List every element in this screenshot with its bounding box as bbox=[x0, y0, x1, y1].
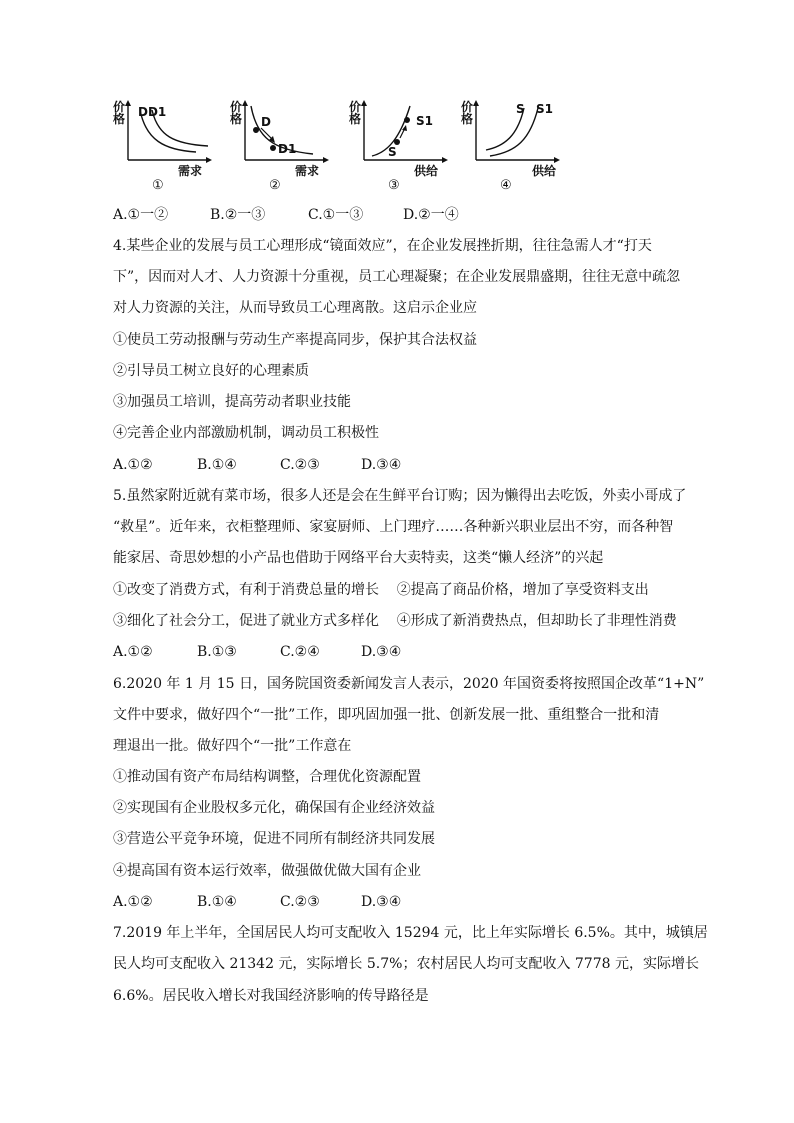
graph-1-xlabel: 需求 bbox=[178, 164, 203, 178]
graph-3-curve-label-s1: S1 bbox=[416, 114, 433, 128]
graph-1-ylabel-2: 格 bbox=[113, 112, 126, 126]
q5-stem-line-2: “救星”。近年来，衣柜整理师、家宴厨师、上门理疗……各种新兴职业层出不穷，而各种智 bbox=[113, 519, 674, 535]
q6-stem-line-1: 6.2020 年 1 月 15 日，国务院国资委新闻发言人表示，2020 年国资委将按照国企改革“1+N” bbox=[113, 676, 705, 692]
q5-option-b: B.①③ bbox=[197, 644, 237, 660]
q4-item-3: ③加强员工培训，提高劳动者职业技能 bbox=[113, 394, 351, 410]
graph-4 bbox=[460, 98, 560, 193]
graph-4-curve-label-s: S bbox=[516, 102, 525, 116]
q4-stem-line-2: 下”，因而对人才、人力资源十分重视，员工心理凝聚；在企业发展鼎盛期，往往无意中疏忽 bbox=[113, 269, 681, 285]
q4-item-4: ④完善企业内部激励机制，调动员工积极性 bbox=[113, 425, 379, 441]
graph-1-curve-label: DD1 bbox=[138, 105, 167, 119]
q4-stem-line-3: 对人力资源的关注，从而导致员工心理离散。这启示企业应 bbox=[113, 300, 477, 316]
q6-item-3: ③营造公平竞争环境，促进不同所有制经济共同发展 bbox=[113, 831, 435, 847]
graph-4-curve-label-s1: S1 bbox=[536, 102, 553, 116]
q6-stem-line-2: 文件中要求，做好四个“一批”工作，即巩固加强一批、创新发展一批、重组整合一批和清 bbox=[113, 707, 660, 723]
q4-option-b: B.①④ bbox=[197, 457, 237, 473]
q7-stem-line-3: 6.6%。居民收入增长对我国经济影响的传导路径是 bbox=[113, 988, 429, 1004]
graph-3-curve-label-s: S bbox=[388, 145, 397, 159]
graph-2-curve-label-d: D bbox=[261, 115, 271, 129]
q4-option-c: C.②③ bbox=[280, 457, 320, 473]
q5-stem-line-3: 能家居、奇思妙想的小产品也借助于网络平台大卖特卖，这类“懒人经济”的兴起 bbox=[113, 550, 604, 566]
graph-2-curve-label-d1: D1 bbox=[278, 142, 297, 156]
q7-stem-line-1: 7.2019 年上半年，全国居民人均可支配收入 15294 元，比上年实际增长 6.5%。其中，城镇居 bbox=[113, 925, 708, 941]
graph-1 bbox=[112, 98, 212, 193]
graph-3-ylabel-1: 价 bbox=[349, 100, 362, 114]
curve-graphs-row bbox=[112, 98, 572, 193]
q6-item-4: ④提高国有资本运行效率，做强做优做大国有企业 bbox=[113, 863, 421, 879]
graph-2-ylabel-1: 价 bbox=[230, 100, 243, 114]
q6-stem-line-3: 理退出一批。做好四个“一批”工作意在 bbox=[113, 738, 352, 754]
graph-1-number: ① bbox=[152, 178, 164, 193]
graph-4-ylabel-1: 价 bbox=[461, 100, 474, 114]
q4-item-2: ②引导员工树立良好的心理素质 bbox=[113, 363, 309, 379]
graph-3-number: ③ bbox=[388, 178, 400, 193]
q6-option-b: B.①④ bbox=[197, 894, 237, 910]
q4-stem-line-1: 4.某些企业的发展与员工心理形成“镜面效应”，在企业发展挫折期，往往急需人才“打天 bbox=[113, 238, 652, 254]
q6-option-a: A.①② bbox=[113, 894, 153, 910]
graph-3-ylabel-2: 格 bbox=[349, 112, 362, 126]
graph-4-xlabel: 供给 bbox=[532, 164, 557, 178]
q5-items-row-2: ③细化了社会分工，促进了就业方式多样化 ④形成了新消费热点，但却助长了非理性消费 bbox=[113, 613, 677, 629]
q3-option-d: D.②一④ bbox=[403, 207, 459, 223]
graph-4-ylabel-2: 格 bbox=[461, 112, 474, 126]
q5-option-a: A.①② bbox=[113, 644, 153, 660]
q6-option-d: D.③④ bbox=[361, 894, 402, 910]
graph-3 bbox=[348, 98, 448, 193]
q6-item-1: ①推动国有资产布局结构调整，合理优化资源配置 bbox=[113, 769, 421, 785]
graph-4-number: ④ bbox=[500, 178, 512, 193]
q4-option-a: A.①② bbox=[113, 457, 153, 473]
q5-stem-line-1: 5.虽然家附近就有菜市场，很多人还是会在生鲜平台订购；因为懒得出去吃饭，外卖小哥成了 bbox=[113, 488, 687, 504]
graph-2-number: ② bbox=[269, 178, 281, 193]
q7-stem-line-2: 民人均可支配收入 21342 元，实际增长 5.7%；农村居民人均可支配收入 7778 元，实际增长 bbox=[113, 956, 699, 972]
graph-2-xlabel: 需求 bbox=[295, 164, 320, 178]
q6-item-2: ②实现国有企业股权多元化，确保国有企业经济效益 bbox=[113, 800, 435, 816]
q3-option-b: B.②一③ bbox=[210, 207, 266, 223]
graph-1-ylabel-1: 价 bbox=[113, 100, 126, 114]
graph-3-xlabel: 供给 bbox=[414, 164, 439, 178]
q4-option-d: D.③④ bbox=[361, 457, 402, 473]
q3-option-a: A.①一② bbox=[113, 207, 169, 223]
graph-2 bbox=[229, 98, 329, 193]
graph-2-ylabel-2: 格 bbox=[230, 112, 243, 126]
q5-option-d: D.③④ bbox=[361, 644, 402, 660]
q5-items-row-1: ①改变了消费方式，有利于消费总量的增长 ②提高了商品价格，增加了享受资料支出 bbox=[113, 582, 649, 598]
q3-option-c: C.①一③ bbox=[308, 207, 364, 223]
q6-option-c: C.②③ bbox=[280, 894, 320, 910]
q4-item-1: ①使员工劳动报酬与劳动生产率提高同步，保护其合法权益 bbox=[113, 332, 477, 348]
q5-option-c: C.②④ bbox=[280, 644, 320, 660]
